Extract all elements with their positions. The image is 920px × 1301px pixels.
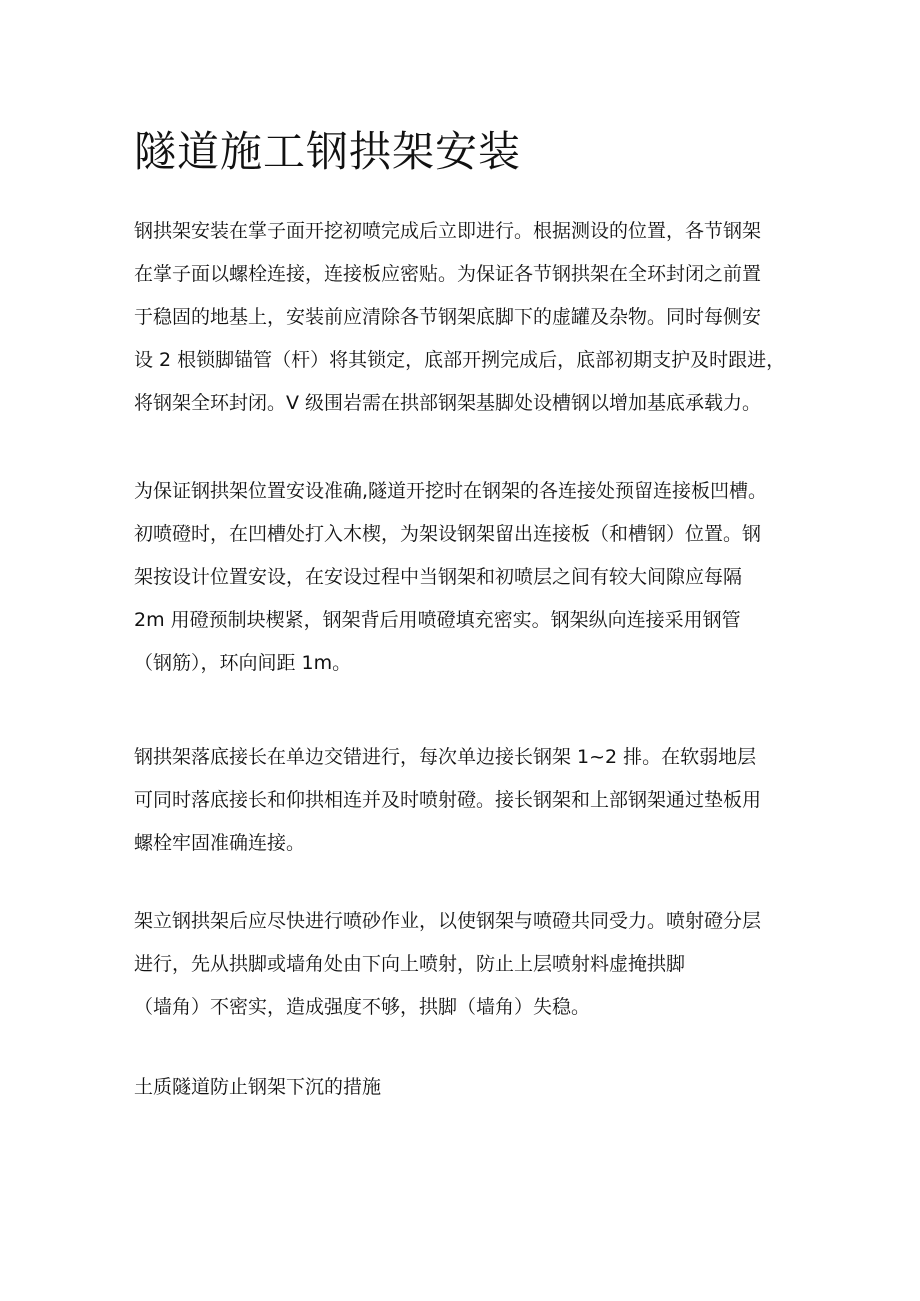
paragraph-line: 架立钢拱架后应尽快进行喷砂作业，以使钢架与喷磴共同受力。喷射磴分层 xyxy=(134,910,762,932)
document-title: 隧道施工钢拱架安装 xyxy=(134,127,522,176)
section-heading-settlement-measures xyxy=(134,1066,381,1109)
paragraph-line: （钢筋），环向间距 1m。 xyxy=(134,652,352,674)
paragraph-line: 设 2 根锁脚锚管（杆）将其锁定，底部开挒完成后，底部初期支护及时跟进， xyxy=(134,349,786,371)
paragraph-line: 2m 用磴预制块楔紧，钢架背后用喷磴填充密实。钢架纵向连接采用钢管 xyxy=(134,609,741,631)
paragraph-line: 在掌子面以螺栓连接，连接板应密贴。为保证各节钢拱架在全环封闭之前置 xyxy=(134,263,762,285)
paragraph-base-extension xyxy=(134,736,761,865)
paragraph-steel-arch-installation xyxy=(134,210,785,425)
paragraph-shotcrete xyxy=(134,900,761,1029)
paragraph-positioning-accuracy xyxy=(134,470,767,685)
paragraph-line: 架按设计位置安设，在安设过程中当钢架和初喷层之间有较大间隙应每隔 xyxy=(134,566,743,588)
paragraph-line: 初喷磴时，在凹槽处打入木楔，为架设钢架留出连接板（和槽钢）位置。钢 xyxy=(134,523,762,545)
paragraph-line: 进行，先从拱脚或墙角处由下向上喷射，防止上层喷射料虚掩拱脚 xyxy=(134,953,686,975)
paragraph-line: 土质隧道防止钢架下沉的措施 xyxy=(134,1076,382,1098)
paragraph-line: 为保证钢拱架位置安设准确,隧道开挖时在钢架的各连接处预留连接板凹槽。 xyxy=(134,480,768,502)
paragraph-line: 可同时落底接长和仰拱相连并及时喷射磴。接长钢架和上部钢架通过垫板用 xyxy=(134,789,762,811)
paragraph-line: 螺栓牢固准确连接。 xyxy=(134,832,306,854)
paragraph-line: 钢拱架安装在掌子面开挖初喷完成后立即进行。根据测设的位置，各节钢架 xyxy=(134,220,762,242)
paragraph-line: 将钢架全环封闭。V 级围岩需在拱部钢架基脚处设槽钢以增加基底承载力。 xyxy=(134,392,762,414)
paragraph-line: （墙角）不密实，造成强度不够，拱脚（墙角）失稳。 xyxy=(134,996,591,1018)
paragraph-line: 于稳固的地基上，安装前应清除各节钢架底脚下的虚罐及杂物。同时每侧安 xyxy=(134,306,762,328)
paragraph-line: 钢拱架落底接长在单边交错进行，每次单边接长钢架 1~2 排。在软弱地层 xyxy=(134,746,757,768)
